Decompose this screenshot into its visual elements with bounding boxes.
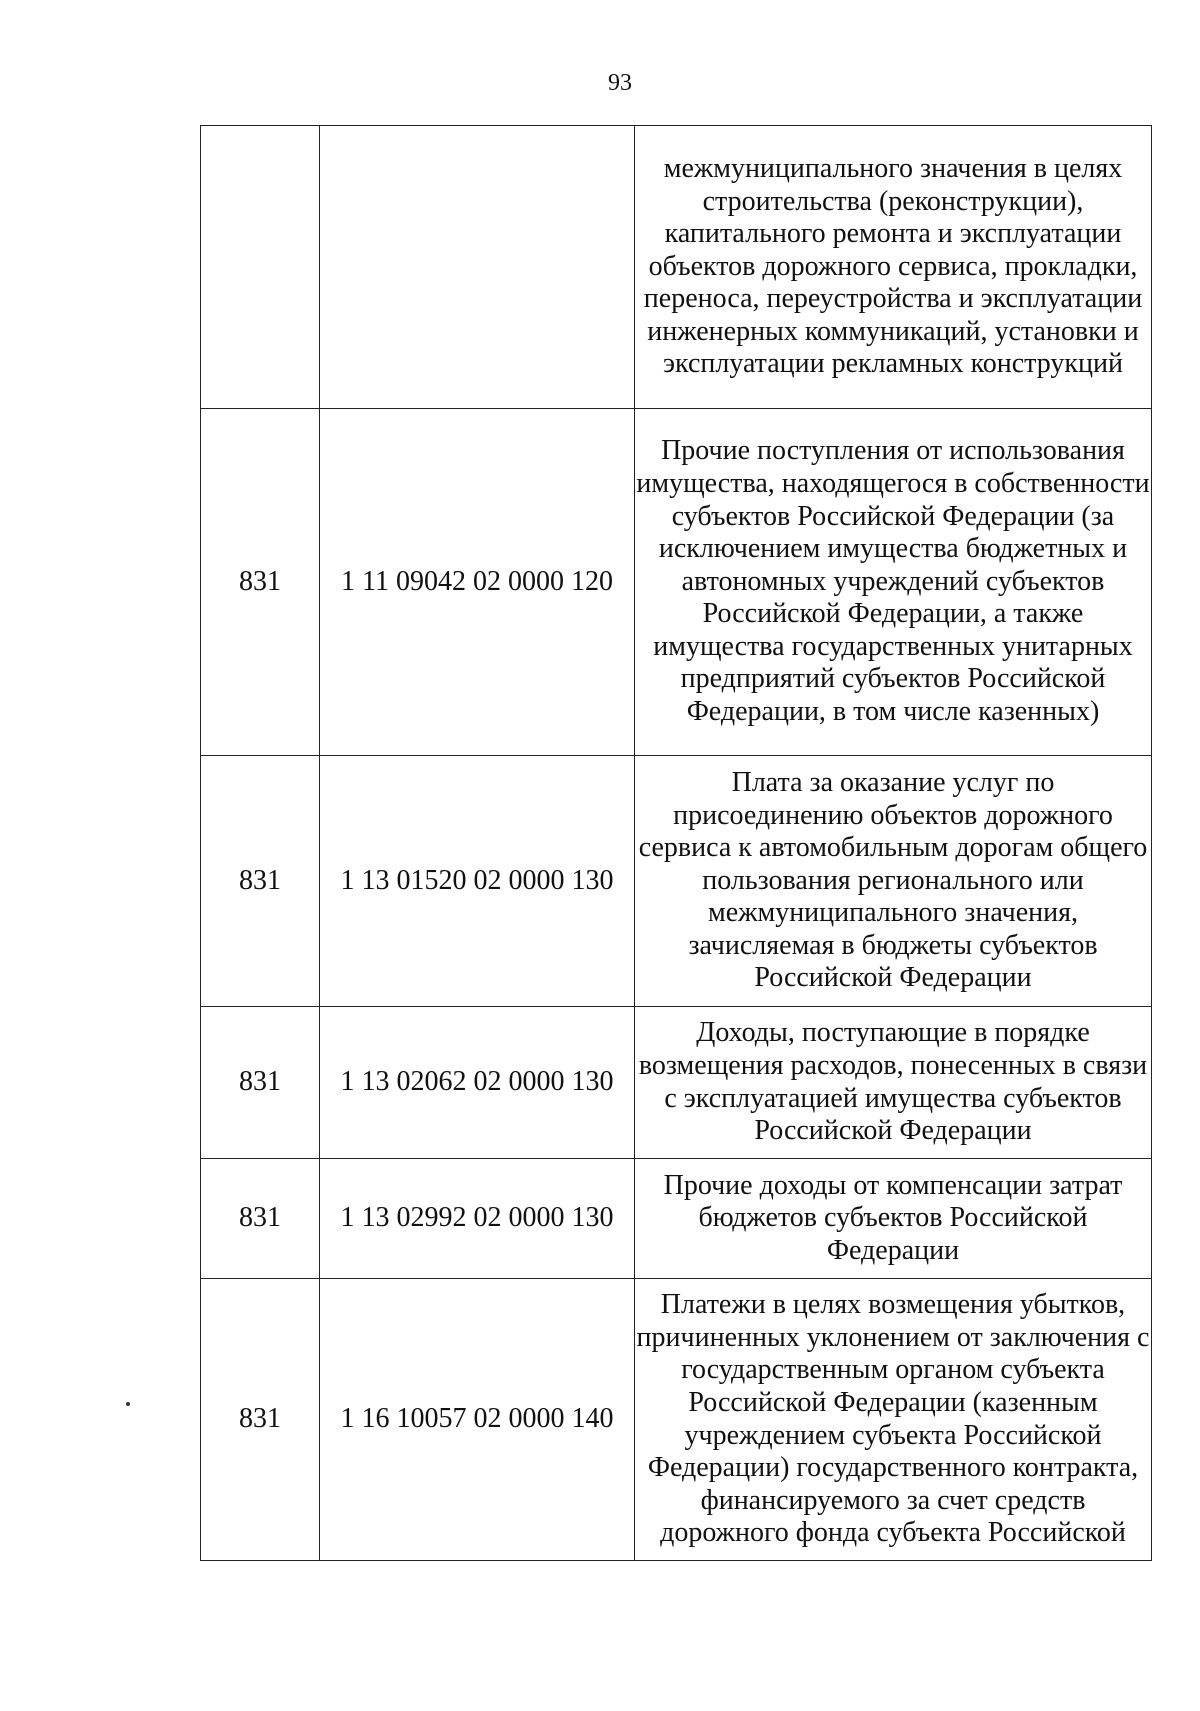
description-cell: Прочие доходы от компенсации затрат бюджетов субъектов Российской Федерации [635, 1159, 1152, 1279]
table-row [201, 1279, 1152, 1561]
table-row [201, 1159, 1152, 1279]
revenue-codes-table [200, 125, 1152, 1561]
admin-code-cell: 831 [201, 1007, 320, 1159]
description-cell: Доходы, поступающие в порядке возмещения расходов, понесенных в связи с эксплуатацией имущества субъектов Российской Федерации [635, 1007, 1152, 1159]
admin-code-cell: 831 [201, 409, 320, 756]
admin-code-cell: 831 [201, 1159, 320, 1279]
description-cell: межмуниципального значения в целях строительства (реконструкции), капитального ремонта и эксплуатации объектов дорожного сервиса, прокладки, переноса, переустройства и эксплуатации инженерных коммуникаций, установки и эксплуатации рекламных конструкций [635, 126, 1152, 409]
table-row [201, 756, 1152, 1007]
scan-speck [126, 1402, 130, 1406]
description-cell: Прочие поступления от использования имущества, находящегося в собственности субъектов Российской Федерации (за исключением имущества бюджетных и автономных учреждений субъектов Российской Федерации, а также имущества государственных унитарных предприятий субъектов Российской Федерации, в том числе казенных) [635, 409, 1152, 756]
description-cell: Платежи в целях возмещения убытков, причиненных уклонением от заключения с государственным органом субъекта Российской Федерации (казенным учреждением субъекта Российской Федерации) государственного контракта, финансируемого за счет средств дорожного фонда субъекта Российской [635, 1279, 1152, 1561]
description-cell: Плата за оказание услуг по присоединению объектов дорожного сервиса к автомобильным дорогам общего пользования регионального или межмуниципального значения, зачисляемая в бюджеты субъектов Российской Федерации [635, 756, 1152, 1007]
page-number: 93 [608, 70, 632, 96]
revenue-code-cell: 1 13 02992 02 0000 130 [320, 1159, 635, 1279]
admin-code-cell [201, 126, 320, 409]
table-row [201, 1007, 1152, 1159]
revenue-code-cell: 1 13 02062 02 0000 130 [320, 1007, 635, 1159]
admin-code-cell: 831 [201, 1279, 320, 1561]
revenue-code-cell [320, 126, 635, 409]
admin-code-cell: 831 [201, 756, 320, 1007]
table-row [201, 409, 1152, 756]
revenue-code-cell: 1 16 10057 02 0000 140 [320, 1279, 635, 1561]
table-row [201, 126, 1152, 409]
revenue-code-cell: 1 11 09042 02 0000 120 [320, 409, 635, 756]
revenue-code-cell: 1 13 01520 02 0000 130 [320, 756, 635, 1007]
